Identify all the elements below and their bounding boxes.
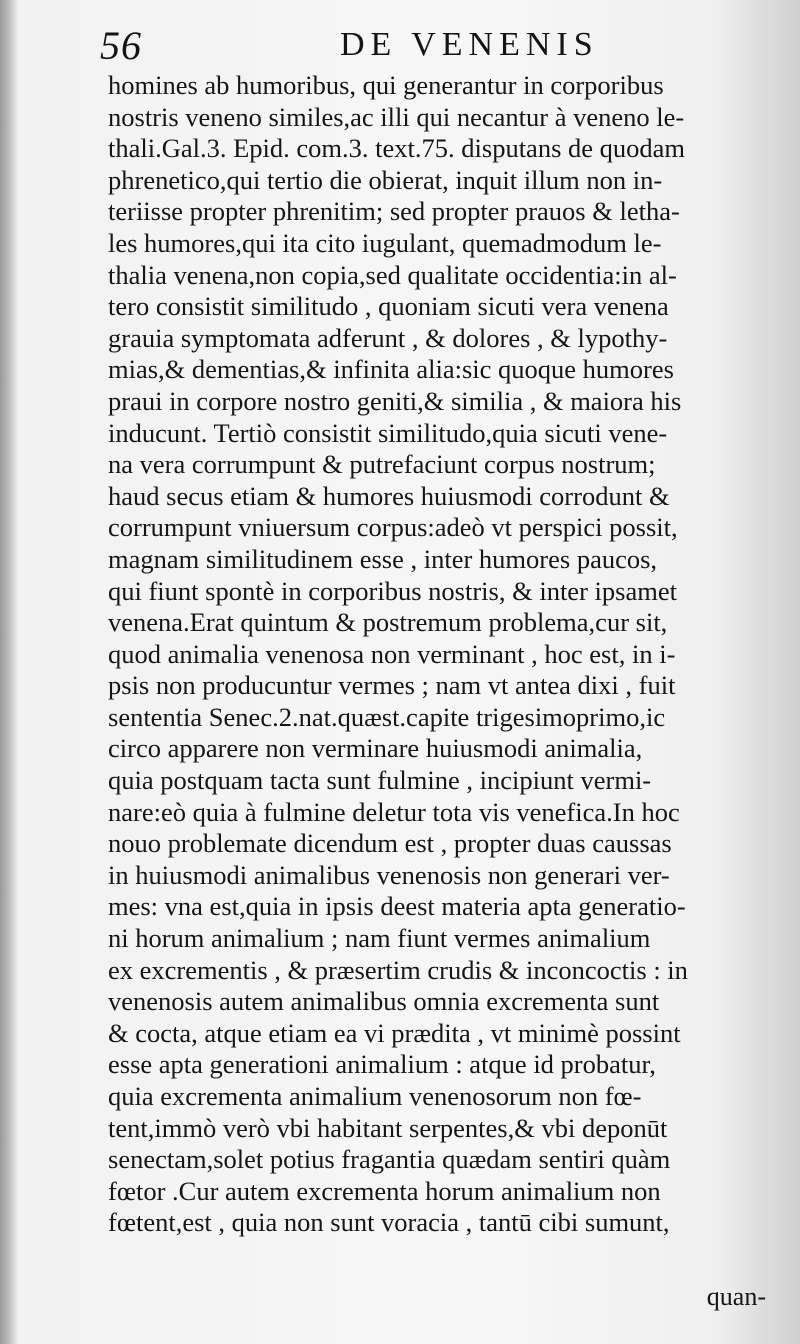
text-line: circo apparere non verminare huiusmodi animalia, bbox=[108, 733, 643, 764]
text-line: mes: vna est,quia in ipsis deest materia apta generatio- bbox=[108, 891, 686, 922]
text-line: ni horum animalium ; nam fiunt vermes animalium bbox=[108, 923, 651, 954]
text-line: venena.Erat quintum & postremum problema,cur sit, bbox=[108, 607, 668, 638]
text-line: phrenetico,qui tertio die obierat, inquit illum non in- bbox=[108, 164, 663, 195]
text-line: praui in corpore nostro geniti,& similia , & maiora his bbox=[108, 385, 682, 416]
text-line: thalia venena,non copia,sed qualitate occidentia:in al- bbox=[108, 259, 677, 290]
text-line: psis non producuntur vermes ; nam vt antea dixi , fuit bbox=[108, 670, 676, 701]
text-line: nare:eò quia à fulmine deletur tota vis venefica.In hoc bbox=[108, 796, 680, 827]
text-line: & cocta, atque etiam ea vi prædita , vt minimè possint bbox=[108, 1017, 681, 1048]
page-header bbox=[100, 18, 700, 68]
text-line: grauia symptomata adferunt , & dolores , & lypothy- bbox=[108, 322, 668, 353]
text-line: inducunt. Tertiò consistit similitudo,quia sicuti vene- bbox=[108, 417, 668, 448]
text-line: in huiusmodi animalibus venenosis non generari ver- bbox=[108, 859, 670, 890]
text-line: quod animalia venenosa non verminant , hoc est, in i- bbox=[108, 638, 676, 669]
text-line: nostris veneno similes,ac illi qui necantur à veneno le- bbox=[108, 101, 685, 132]
text-line: ex excrementis , & præsertim crudis & inconcoctis : in bbox=[108, 954, 688, 985]
text-line: sententia Senec.2.nat.quæst.capite trigesimoprimo,ic bbox=[108, 701, 666, 732]
text-line: nouo problemate dicendum est , propter duas caussas bbox=[108, 828, 672, 859]
text-line: esse apta generationi animalium : atque id probatur, bbox=[108, 1049, 656, 1080]
text-line: teriisse propter phrenitim; sed propter prauos & letha- bbox=[108, 196, 680, 227]
text-line: les humores,qui ita cito iugulant, quemadmodum le- bbox=[108, 227, 662, 258]
page-number: 56 bbox=[100, 23, 142, 68]
text-line: tent,immò verò vbi habitant serpentes,& vbi deponūt bbox=[108, 1112, 668, 1143]
text-line: tero consistit similitudo , quoniam sicuti vera venena bbox=[108, 291, 669, 322]
text-line: magnam similitudinem esse , inter humores paucos, bbox=[108, 543, 658, 574]
text-line: quia postquam tacta sunt fulmine , incipiunt vermi- bbox=[108, 765, 652, 796]
body-text bbox=[108, 70, 768, 1239]
text-line: homines ab humoribus, qui generantur in corporibus bbox=[108, 70, 664, 100]
text-line: na vera corrumpunt & putrefaciunt corpus nostrum; bbox=[108, 449, 656, 480]
text-line: qui fiunt spontè in corporibus nostris, & inter ipsamet bbox=[108, 575, 677, 606]
text-line: haud secus etiam & humores huiusmodi corrodunt & bbox=[108, 480, 670, 511]
text-line: fœtent,est , quia non sunt voracia , tantū cibi sumunt, bbox=[108, 1207, 670, 1238]
catchword: quan- bbox=[706, 1282, 766, 1311]
text-line: corrumpunt vniuersum corpus:adeò vt perspici possit, bbox=[108, 512, 678, 543]
text-line: mias,& dementias,& infinita alia:sic quoque humores bbox=[108, 354, 674, 385]
running-head: DE VENENIS bbox=[340, 26, 599, 63]
gutter-shadow bbox=[0, 0, 18, 1344]
text-line: thali.Gal.3. Epid. com.3. text.75. disputans de quodam bbox=[108, 133, 686, 164]
text-line: quia excrementa animalium venenosorum non fœ- bbox=[108, 1081, 642, 1111]
text-line: fœtor .Cur autem excrementa horum animalium non bbox=[108, 1175, 661, 1206]
text-line: senectam,solet potius fragantia quædam sentiri quàm bbox=[108, 1144, 671, 1175]
text-line: venenosis autem animalibus omnia excrementa sunt bbox=[108, 986, 660, 1017]
